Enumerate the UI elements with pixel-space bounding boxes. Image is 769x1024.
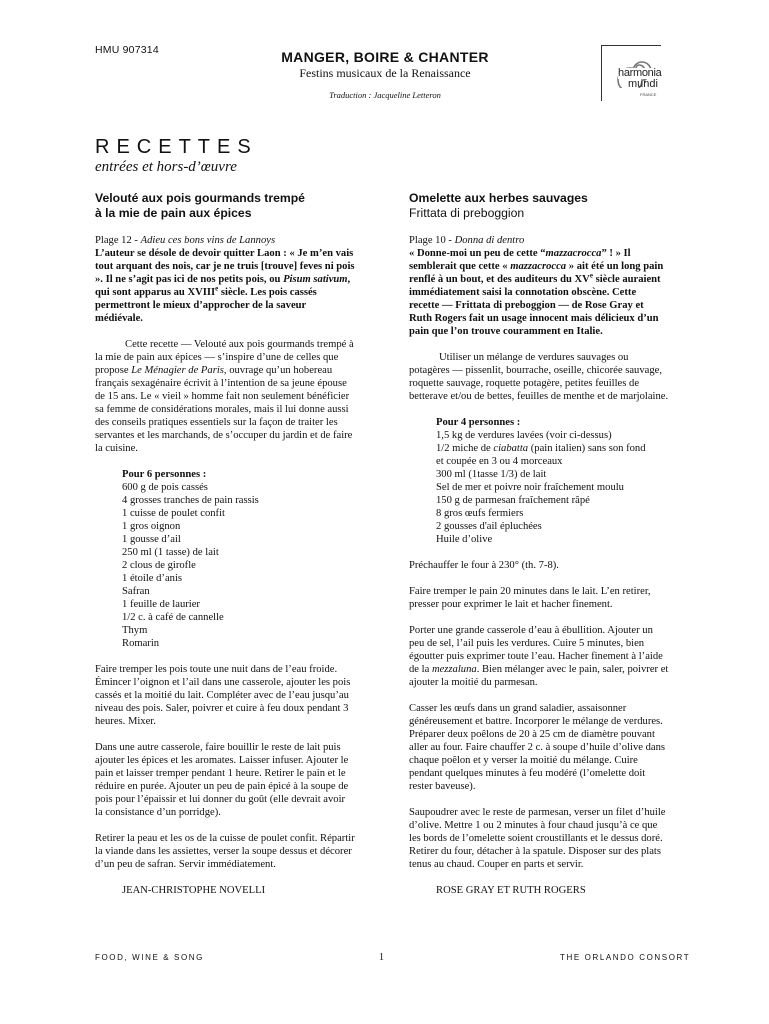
- footer-left: FOOD, WINE & SONG: [95, 953, 204, 962]
- left-servings: Pour 6 personnes :: [122, 469, 207, 480]
- ciabatta-word: ciabatta: [493, 443, 529, 454]
- left-intro-species: Pisum sativum: [283, 274, 348, 285]
- right-recipe-title-2: Frittata di preboggion: [409, 206, 525, 220]
- list-item: 600 g de pois cassés: [122, 482, 208, 493]
- left-step: Retirer la peau et les os de la cuisse de poulet confit. Répartir la viande dans les assiettes, verser la soupe dessus et décorer d’un peu de safran. Servir immédiatement.: [95, 833, 355, 870]
- left-intro: [95, 247, 355, 325]
- footer-right: THE ORLANDO CONSORT: [560, 953, 691, 962]
- left-track-title: Adieu ces bons vins de Lannoys: [140, 235, 276, 246]
- list-item: Romarin: [122, 638, 160, 649]
- left-step: Faire tremper les pois toute une nuit dans de l’eau froide. Émincer l’oignon et l’ail dans une casserole, ajouter les pois cassés et la moitié du lait. Compléter avec de l’eau jusqu’au niveau des pois. Saler, poivrer et cuire à feu doux pendant 3 heures. Mixer.: [95, 664, 351, 727]
- list-item: 1,5 kg de verdures lavées (voir ci-dessus): [436, 430, 612, 441]
- left-track-prefix: Plage 12 -: [95, 235, 141, 246]
- ciabatta-rest: (pain italien) sans son fond: [528, 443, 646, 454]
- right-step: [409, 624, 669, 689]
- left-intro-b: , qui sont apparus au XVIII: [95, 274, 351, 298]
- left-recipe-title-2: à la mie de pain aux épices: [95, 206, 252, 220]
- right-ingredients: [436, 416, 669, 546]
- logo-line-2: mundi: [628, 78, 658, 90]
- right-step: Casser les œufs dans un grand saladier, assaisonner généreusement et battre. Incorporer le mélange de verdures. Préparer deux poêlons de 20 à 25 cm de diamètre pouvant aller au four. Faire chauffer 2 c. à soupe d’huile d’olive dans chaque poêlon et y verser la moitié du mélange. Cuire pendant quelques minutes à feu modéré (l’omelette doit rester baveuse).: [409, 703, 666, 792]
- album-subtitle: Festins musicaux de la Renaissance: [299, 66, 471, 80]
- right-description: Utiliser un mélange de verdures sauvages ou potagères — pissenlit, bourrache, oseille, chicorée sauvage, roquette sauvage, roquette potagère, petites feuilles de betterave et/ou de bettes, feuilles de menthe et de marjolaine.: [409, 352, 669, 402]
- list-item: Safran: [122, 586, 150, 597]
- list-item: 150 g de parmesan fraîchement râpé: [436, 495, 590, 506]
- list-item: 1 étoile d’anis: [122, 573, 183, 584]
- right-step-3b: . Bien mélanger avec le pain, saler, poivrer et ajouter la moitié du parmesan.: [409, 664, 669, 688]
- list-item: 1 cuisse de poulet confit: [122, 508, 225, 519]
- list-item: 8 gros œufs fermiers: [436, 508, 524, 519]
- left-recipe: [95, 191, 355, 897]
- list-item: 300 ml (1tasse 1/3) de lait: [436, 469, 547, 480]
- section-subtitle: entrées et hors-d’œuvre: [95, 159, 237, 175]
- left-intro-c: siècle. Les pois cassés permettront le mieux d’approcher de la saveur médiévale.: [95, 287, 317, 324]
- left-ingredients: [122, 468, 355, 650]
- page-number: 1: [379, 952, 384, 963]
- list-item: Thym: [122, 625, 148, 636]
- ciabatta-prefix: 1/2 miche de: [436, 443, 494, 454]
- list-item: 250 ml (1 tasse) de lait: [122, 547, 219, 558]
- mezzaluna-word: mezzaluna: [431, 664, 477, 675]
- right-intro-c: » ait été un long pain renflé à un bout, et des auditeurs du XV: [409, 261, 664, 285]
- list-item: 1 gousse d’ail: [122, 534, 181, 545]
- right-step: Faire tremper le pain 20 minutes dans le lait. L’en retirer, presser pour exprimer le lait et hacher finement.: [409, 586, 651, 610]
- right-intro-b: ” ! » Il semblerait que cette «: [409, 248, 631, 272]
- list-item: 2 gousses d'ail épluchées: [436, 521, 542, 532]
- left-desc-b: , ouvrage qu’un hobereau français sexagénaire écrivit à l’intention de sa jeune épouse de 15 ans. Le « vieil » homme fait non seulement bénéficier sa femme de considérations morales, mais il lui donne aussi des conseils pratiques essentiels sur la façon de traiter les servantes et les marchands, de s’occuper du jardin et de faire la cuisine.: [95, 365, 353, 454]
- logo-line-1: harmonia: [618, 67, 662, 79]
- right-intro-d: siècle auraient immédiatement saisi la connotation obscène. Cette recette — Frittata di preboggion — de Rose Gray et Ruth Rogers fait un usage innocent mais délicieux d’un pain que l’on trouve couramment en Italie.: [409, 274, 661, 337]
- list-item: Sel de mer et poivre noir fraîchement moulu: [436, 482, 624, 493]
- left-description: [95, 338, 355, 455]
- list-item: et coupée en 3 ou 4 morceaux: [436, 456, 563, 467]
- list-item: 4 grosses tranches de pain rassis: [122, 495, 259, 506]
- catalog-number: HMU 907314: [95, 44, 159, 56]
- right-track-prefix: Plage 10 -: [409, 235, 455, 246]
- right-intro-a: « Donne-moi un peu de cette “: [409, 248, 546, 259]
- list-item: [436, 442, 669, 455]
- section-title: RECETTES: [95, 136, 258, 158]
- right-author: ROSE GRAY ET RUTH ROGERS: [436, 885, 586, 896]
- list-item: 1/2 c. à café de cannelle: [122, 612, 224, 623]
- right-step: Préchauffer le four à 230° (th. 7-8).: [409, 560, 559, 571]
- left-desc-a: Cette recette — Velouté aux pois gourmands trempé à la mie de pain aux épices — s’inspire d’une de celles que propose: [95, 339, 354, 376]
- right-recipe-title-1: Omelette aux herbes sauvages: [409, 191, 588, 205]
- list-item: Huile d’olive: [436, 534, 493, 545]
- left-intro-sup: e: [215, 284, 219, 293]
- right-intro-sup: e: [589, 271, 593, 280]
- list-item: 2 clous de girofle: [122, 560, 196, 571]
- right-step: Saupoudrer avec le reste de parmesan, verser un filet d’huile d’olive. Mettre 1 ou 2 minutes à four chaud jusqu’à ce que les bords de l’omelette soient croustillants et le dessus doré. Retirer du four, détacher à la spatule. Disposer sur des plats tenus au chaud. Couper en parts et servir.: [409, 807, 666, 870]
- harmonia-mundi-logo: [601, 45, 661, 101]
- translation-credit: Traduction : Jacqueline Letteron: [329, 90, 441, 100]
- left-recipe-title-1: Velouté aux pois gourmands trempé: [95, 191, 305, 205]
- right-servings: Pour 4 personnes :: [436, 417, 521, 428]
- right-recipe: [409, 191, 669, 897]
- right-track-info: [409, 234, 669, 247]
- list-item: 1 gros oignon: [122, 521, 181, 532]
- right-step-3a: Porter une grande casserole d’eau à ébullition. Ajouter un peu de sel, l’ail puis les verdures. Cuire 5 minutes, bien égoutter puis exprimer toute l’eau. Hacher finement à l’aide de la: [409, 625, 663, 675]
- left-author: JEAN-CHRISTOPHE NOVELLI: [122, 885, 266, 896]
- left-track-info: [95, 234, 355, 247]
- right-intro-word2: mazzacrocca: [510, 261, 567, 272]
- right-intro: [409, 247, 669, 338]
- left-intro-a: L’auteur se désole de devoir quitter Laon : « Je m’en vais tout arquant des nois, car je ne truis [trouve] feves ni pois ». Il ne s’agit pas ici de nos petits pois, ou: [95, 248, 355, 285]
- right-track-title: Donna di dentro: [454, 235, 525, 246]
- album-title: MANGER, BOIRE & CHANTER: [281, 49, 489, 65]
- logo-line-3: FRANCE: [640, 92, 657, 97]
- left-step: Dans une autre casserole, faire bouillir le reste de lait puis ajouter les épices et les aromates. Laisser infuser. Ajouter le pain et laisser tremper pendant 1 heure. Retirer le pain et le réduire en purée. Ajouter un peu de pain épicé à la soupe de pois pour l’épaissir et lui donner du goût (elle devrait avoir la consistance d’un porridge).: [95, 742, 349, 818]
- list-item: 1 feuille de laurier: [122, 599, 200, 610]
- right-intro-word1: mazzacrocca: [545, 248, 602, 259]
- left-desc-book: Le Ménagier de Paris: [131, 365, 224, 376]
